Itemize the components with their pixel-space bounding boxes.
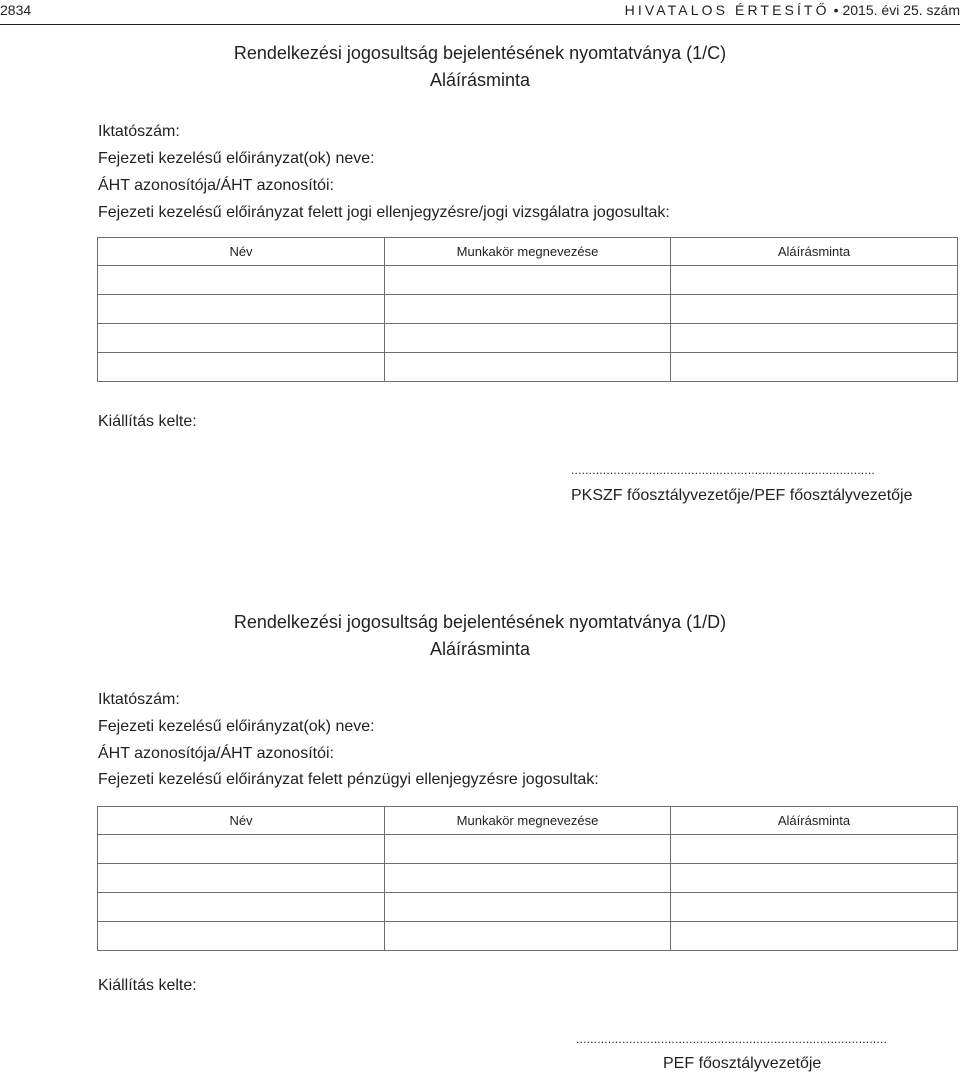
- table-cell-signature[interactable]: [671, 864, 958, 893]
- table-row: [98, 324, 958, 353]
- table-cell-signature[interactable]: [671, 295, 958, 324]
- form-d-signature-line: ........................................................................................: [576, 1032, 887, 1046]
- column-header-job-title: Munkakör megnevezése: [385, 238, 671, 266]
- form-c-field-appropriation-name: Fejezeti kezelésű előirányzat(ok) neve:: [98, 150, 375, 167]
- table-cell-job-title[interactable]: [385, 295, 671, 324]
- table-cell-job-title[interactable]: [385, 835, 671, 864]
- table-cell-signature[interactable]: [671, 835, 958, 864]
- separator-dot: •: [833, 2, 839, 18]
- header-rule: [0, 24, 960, 25]
- running-head: [625, 2, 960, 18]
- form-d-issue-date-label: Kiállítás kelte:: [98, 977, 197, 994]
- table-cell-signature[interactable]: [671, 922, 958, 951]
- column-header-name: Név: [98, 807, 385, 835]
- form-d-field-aht-id: ÁHT azonosítója/ÁHT azonosítói:: [98, 745, 334, 762]
- form-d-signatory: PEF főosztályvezetője: [663, 1055, 822, 1072]
- form-d-field-authorized-persons: Fejezeti kezelésű előirányzat felett pénzügyi ellenjegyzésre jogosultak:: [98, 771, 599, 788]
- table-row: [98, 353, 958, 382]
- table-cell-name[interactable]: [98, 835, 385, 864]
- table-row: [98, 295, 958, 324]
- form-d-field-reference-number: Iktatószám:: [98, 691, 180, 708]
- table-header-row: [98, 238, 958, 266]
- form-c-field-aht-id: ÁHT azonosítója/ÁHT azonosítói:: [98, 177, 334, 194]
- column-header-name: Név: [98, 238, 385, 266]
- table-row: [98, 266, 958, 295]
- form-c-title: Rendelkezési jogosultság bejelentésének nyomtatványa (1/C): [233, 43, 727, 63]
- table-row: [98, 835, 958, 864]
- table-cell-name[interactable]: [98, 295, 385, 324]
- form-c-subtitle: Aláírásminta: [429, 70, 531, 90]
- table-cell-signature[interactable]: [671, 893, 958, 922]
- form-d-field-appropriation-name: Fejezeti kezelésű előirányzat(ok) neve:: [98, 718, 375, 735]
- table-header-row: [98, 807, 958, 835]
- table-row: [98, 893, 958, 922]
- form-c-signature-line: ......................................................................................: [571, 463, 875, 477]
- table-cell-name[interactable]: [98, 922, 385, 951]
- publication-name: HIVATALOS ÉRTESÍTŐ: [624, 2, 830, 18]
- form-c-signature-table: [97, 237, 958, 382]
- table-cell-signature[interactable]: [671, 353, 958, 382]
- table-cell-job-title[interactable]: [385, 864, 671, 893]
- table-cell-job-title[interactable]: [385, 324, 671, 353]
- form-d-signature-table: [97, 806, 958, 951]
- table-cell-name[interactable]: [98, 893, 385, 922]
- column-header-signature: Aláírásminta: [671, 238, 958, 266]
- table-cell-name[interactable]: [98, 864, 385, 893]
- form-c-field-authorized-persons: Fejezeti kezelésű előirányzat felett jogi ellenjegyzésre/jogi vizsgálatra jogosultak:: [98, 204, 670, 221]
- form-d-subtitle: Aláírásminta: [429, 639, 531, 659]
- issue-label: 2015. évi 25. szám: [842, 2, 960, 18]
- column-header-signature: Aláírásminta: [671, 807, 958, 835]
- table-cell-name[interactable]: [98, 266, 385, 295]
- table-cell-name[interactable]: [98, 324, 385, 353]
- column-header-job-title: Munkakör megnevezése: [385, 807, 671, 835]
- table-cell-job-title[interactable]: [385, 893, 671, 922]
- form-d-title: Rendelkezési jogosultság bejelentésének nyomtatványa (1/D): [233, 612, 727, 632]
- table-cell-signature[interactable]: [671, 324, 958, 353]
- table-cell-job-title[interactable]: [385, 266, 671, 295]
- form-c-signatory: PKSZF főosztályvezetője/PEF főosztályvezetője: [571, 487, 913, 504]
- page-number: 2834: [0, 2, 32, 18]
- table-row: [98, 864, 958, 893]
- form-c-issue-date-label: Kiállítás kelte:: [98, 413, 197, 430]
- form-c-field-reference-number: Iktatószám:: [98, 123, 180, 140]
- table-cell-job-title[interactable]: [385, 922, 671, 951]
- table-cell-signature[interactable]: [671, 266, 958, 295]
- table-cell-job-title[interactable]: [385, 353, 671, 382]
- table-cell-name[interactable]: [98, 353, 385, 382]
- table-row: [98, 922, 958, 951]
